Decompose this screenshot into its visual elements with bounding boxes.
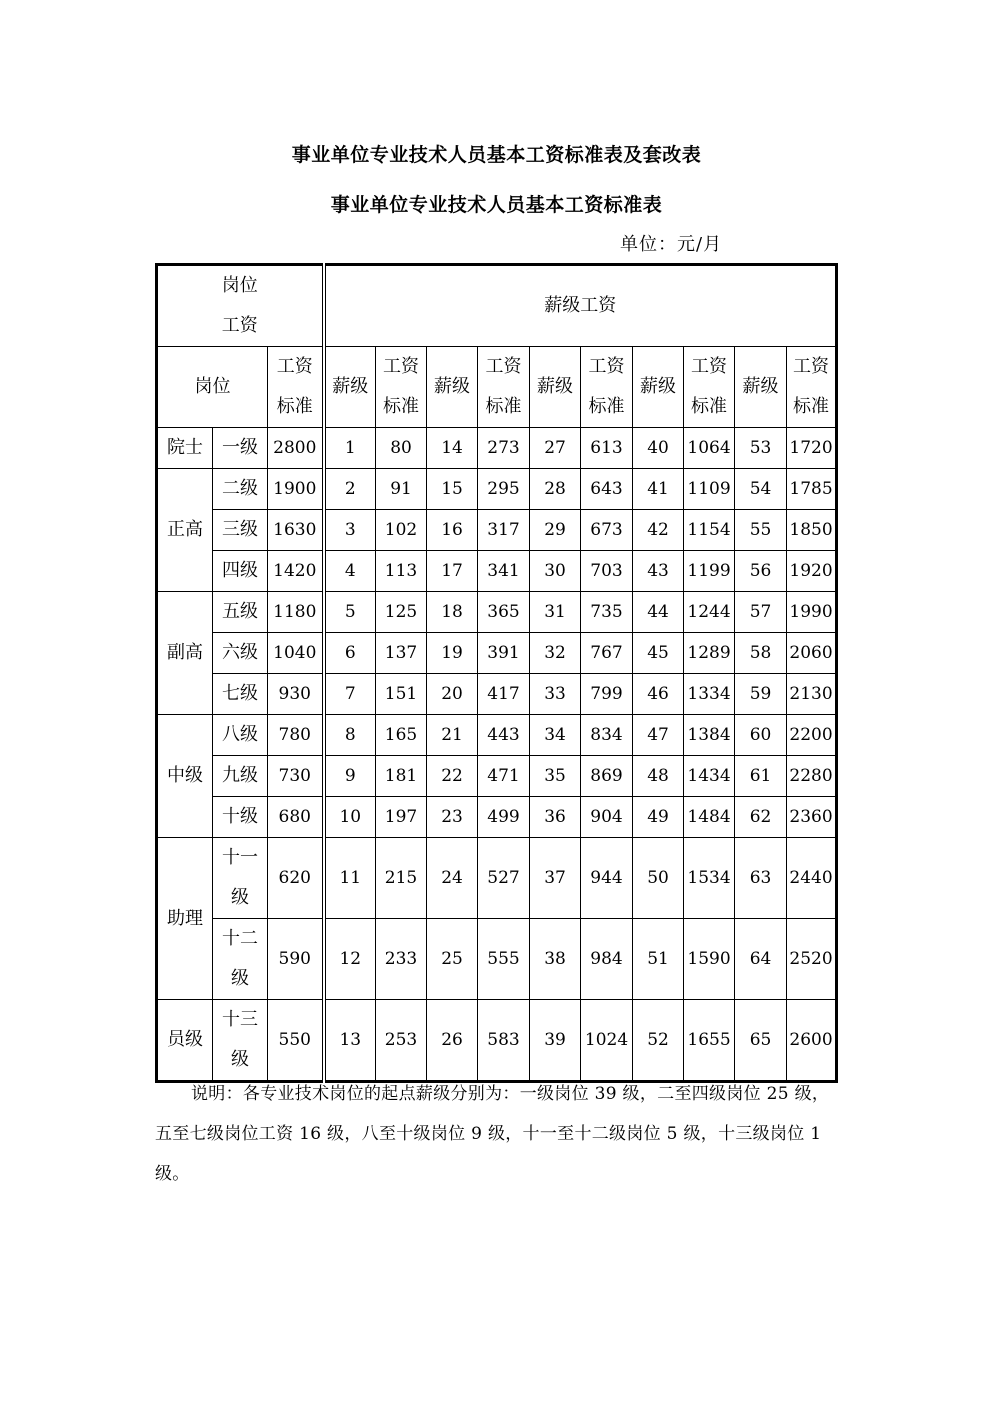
post-wage: 730 (268, 756, 324, 797)
grade-wage: 2520 (787, 919, 837, 1000)
wage-standard-header (684, 347, 735, 428)
grade-wage: 137 (376, 633, 427, 674)
grade-wage: 1154 (684, 510, 735, 551)
post-level (213, 838, 268, 919)
grade-wage: 391 (478, 633, 530, 674)
grade-wage: 1334 (684, 674, 735, 715)
salary-grade: 39 (530, 1000, 581, 1082)
grade-wage: 125 (376, 592, 427, 633)
post-level: 四级 (213, 551, 268, 592)
salary-grade: 7 (324, 674, 376, 715)
grade-wage: 365 (478, 592, 530, 633)
salary-grade: 49 (633, 797, 684, 838)
grade-wage: 1109 (684, 469, 735, 510)
salary-grade: 14 (427, 428, 478, 469)
table-row (157, 633, 837, 674)
grade-wage: 2280 (787, 756, 837, 797)
salary-grade: 63 (735, 838, 787, 919)
grade-wage: 527 (478, 838, 530, 919)
salary-grade: 13 (324, 1000, 376, 1082)
post-level: 三级 (213, 510, 268, 551)
salary-grade: 60 (735, 715, 787, 756)
note-text: 说明：各专业技术岗位的起点薪级分别为：一级岗位 39 级，二至四级岗位 25 级，五至七级岗位工资 16 级，八至十级岗位 9 级，十一至十二级岗位 5 级，十三级岗位 1 级。 (155, 1084, 830, 1184)
grade-wage: 151 (376, 674, 427, 715)
salary-grade: 20 (427, 674, 478, 715)
header-line: 工资 (485, 356, 522, 377)
grade-wage: 1534 (684, 838, 735, 919)
document-title: 事业单位专业技术人员基本工资标准表及套改表 (291, 144, 702, 166)
header-line: 标准 (276, 396, 313, 417)
salary-grade: 65 (735, 1000, 787, 1082)
grade-wage: 471 (478, 756, 530, 797)
grade-wage: 1064 (684, 428, 735, 469)
salary-grade: 23 (427, 797, 478, 838)
table-row (157, 756, 837, 797)
table-row (157, 674, 837, 715)
grade-wage: 80 (376, 428, 427, 469)
header-line: 标准 (485, 396, 522, 417)
grade-wage: 1655 (684, 1000, 735, 1082)
post-level-line: 级 (231, 968, 249, 989)
header-line: 标准 (588, 396, 625, 417)
grade-wage: 499 (478, 797, 530, 838)
grade-wage: 197 (376, 797, 427, 838)
grade-wage: 102 (376, 510, 427, 551)
grade-wage: 904 (581, 797, 633, 838)
salary-grade: 42 (633, 510, 684, 551)
header-line: 标准 (383, 396, 420, 417)
grade-wage: 1720 (787, 428, 837, 469)
table-row (157, 428, 837, 469)
grade-wage: 1199 (684, 551, 735, 592)
salary-grade: 8 (324, 715, 376, 756)
salary-grade: 6 (324, 633, 376, 674)
corner-header-post: 岗位 (221, 275, 258, 296)
post-level: 九级 (213, 756, 268, 797)
salary-grade: 37 (530, 838, 581, 919)
post-category: 中级 (157, 715, 213, 838)
grade-wage: 583 (478, 1000, 530, 1082)
salary-grade: 62 (735, 797, 787, 838)
salary-grade: 1 (324, 428, 376, 469)
grade-wage: 767 (581, 633, 633, 674)
post-wage: 590 (268, 919, 324, 1000)
grade-wage: 613 (581, 428, 633, 469)
salary-grade: 61 (735, 756, 787, 797)
salary-grade: 3 (324, 510, 376, 551)
post-header: 岗位 (157, 347, 268, 428)
grade-wage: 417 (478, 674, 530, 715)
grade-wage: 1590 (684, 919, 735, 1000)
post-wage: 1900 (268, 469, 324, 510)
table-row (157, 797, 837, 838)
grade-wage: 2130 (787, 674, 837, 715)
grade-wage: 1785 (787, 469, 837, 510)
post-level: 六级 (213, 633, 268, 674)
grade-wage: 1024 (581, 1000, 633, 1082)
salary-table (155, 263, 838, 1083)
grade-wage: 984 (581, 919, 633, 1000)
wage-standard-header (581, 347, 633, 428)
post-level-line: 级 (231, 1049, 249, 1070)
post-level: 七级 (213, 674, 268, 715)
salary-grade: 30 (530, 551, 581, 592)
salary-grade: 41 (633, 469, 684, 510)
salary-grade: 5 (324, 592, 376, 633)
grade-wage: 181 (376, 756, 427, 797)
salary-grade: 25 (427, 919, 478, 1000)
grade-header: 薪级 (427, 347, 478, 428)
grade-wage: 1920 (787, 551, 837, 592)
post-category: 助理 (157, 838, 213, 1000)
grade-wage: 2200 (787, 715, 837, 756)
table-row (157, 838, 837, 919)
salary-grade: 50 (633, 838, 684, 919)
salary-grade: 28 (530, 469, 581, 510)
salary-grade: 52 (633, 1000, 684, 1082)
table-row (157, 715, 837, 756)
post-category: 员级 (157, 1000, 213, 1082)
post-level-line: 十三 (222, 1009, 258, 1030)
salary-grade: 55 (735, 510, 787, 551)
grade-wage: 673 (581, 510, 633, 551)
grade-wage: 555 (478, 919, 530, 1000)
grade-wage: 295 (478, 469, 530, 510)
grade-wage: 233 (376, 919, 427, 1000)
salary-grade: 35 (530, 756, 581, 797)
salary-grade: 48 (633, 756, 684, 797)
grade-wage: 869 (581, 756, 633, 797)
grade-wage: 643 (581, 469, 633, 510)
salary-grade: 46 (633, 674, 684, 715)
salary-grade: 18 (427, 592, 478, 633)
salary-grade: 33 (530, 674, 581, 715)
post-level: 一级 (213, 428, 268, 469)
post-wage: 2800 (268, 428, 324, 469)
wage-standard-header (478, 347, 530, 428)
grade-wage: 165 (376, 715, 427, 756)
grade-wage: 735 (581, 592, 633, 633)
grade-wage: 1244 (684, 592, 735, 633)
header-line: 工资 (588, 356, 625, 377)
salary-grade: 22 (427, 756, 478, 797)
salary-grade: 17 (427, 551, 478, 592)
salary-grade: 11 (324, 838, 376, 919)
salary-grade: 54 (735, 469, 787, 510)
salary-grade: 19 (427, 633, 478, 674)
grade-wage: 113 (376, 551, 427, 592)
table-row (157, 551, 837, 592)
grade-wage: 944 (581, 838, 633, 919)
grade-wage: 1484 (684, 797, 735, 838)
post-level-line: 十二 (222, 928, 258, 949)
post-wage: 620 (268, 838, 324, 919)
post-wage-standard-header (268, 347, 324, 428)
salary-grade: 27 (530, 428, 581, 469)
salary-grade: 9 (324, 756, 376, 797)
post-wage: 1420 (268, 551, 324, 592)
corner-header-wage: 工资 (221, 315, 258, 336)
post-level (213, 919, 268, 1000)
grade-wage: 1434 (684, 756, 735, 797)
salary-grade: 21 (427, 715, 478, 756)
salary-grade: 24 (427, 838, 478, 919)
salary-grade: 4 (324, 551, 376, 592)
header-line: 工资 (793, 356, 830, 377)
grade-wage: 1850 (787, 510, 837, 551)
post-level: 八级 (213, 715, 268, 756)
salary-grade: 10 (324, 797, 376, 838)
grade-wage: 273 (478, 428, 530, 469)
header-line: 工资 (691, 356, 728, 377)
grade-wage: 91 (376, 469, 427, 510)
grade-header: 薪级 (530, 347, 581, 428)
header-line: 标准 (793, 396, 830, 417)
post-level: 五级 (213, 592, 268, 633)
salary-grade: 58 (735, 633, 787, 674)
salary-grade: 44 (633, 592, 684, 633)
grade-header: 薪级 (324, 347, 376, 428)
salary-grade: 36 (530, 797, 581, 838)
grade-wage: 443 (478, 715, 530, 756)
salary-grade-wage-header: 薪级工资 (324, 265, 837, 347)
corner-header (157, 265, 324, 347)
post-wage: 1040 (268, 633, 324, 674)
unit-label: 单位：元/月 (620, 234, 723, 255)
grade-wage: 703 (581, 551, 633, 592)
post-category: 副高 (157, 592, 213, 715)
salary-grade: 32 (530, 633, 581, 674)
post-level-line: 级 (231, 887, 249, 908)
salary-grade: 15 (427, 469, 478, 510)
table-row (157, 469, 837, 510)
post-wage: 930 (268, 674, 324, 715)
grade-wage: 2600 (787, 1000, 837, 1082)
salary-grade: 43 (633, 551, 684, 592)
salary-grade: 38 (530, 919, 581, 1000)
table-title: 事业单位专业技术人员基本工资标准表 (330, 194, 663, 216)
grade-wage: 2360 (787, 797, 837, 838)
post-level-line: 十一 (222, 847, 258, 868)
table-row (157, 1000, 837, 1082)
grade-wage: 1990 (787, 592, 837, 633)
salary-grade: 34 (530, 715, 581, 756)
post-wage: 550 (268, 1000, 324, 1082)
salary-grade: 16 (427, 510, 478, 551)
grade-wage: 341 (478, 551, 530, 592)
post-level: 十级 (213, 797, 268, 838)
post-level (213, 1000, 268, 1082)
grade-wage: 1289 (684, 633, 735, 674)
grade-wage: 1384 (684, 715, 735, 756)
grade-header: 薪级 (735, 347, 787, 428)
salary-grade: 56 (735, 551, 787, 592)
salary-grade: 12 (324, 919, 376, 1000)
grade-wage: 2060 (787, 633, 837, 674)
post-level: 二级 (213, 469, 268, 510)
salary-grade: 26 (427, 1000, 478, 1082)
grade-wage: 799 (581, 674, 633, 715)
wage-standard-header (787, 347, 837, 428)
salary-grade: 31 (530, 592, 581, 633)
post-wage: 1630 (268, 510, 324, 551)
grade-header: 薪级 (633, 347, 684, 428)
post-wage: 1180 (268, 592, 324, 633)
table-row (157, 510, 837, 551)
post-category: 院士 (157, 428, 213, 469)
salary-grade: 51 (633, 919, 684, 1000)
post-wage: 680 (268, 797, 324, 838)
salary-grade: 59 (735, 674, 787, 715)
grade-wage: 253 (376, 1000, 427, 1082)
grade-wage: 317 (478, 510, 530, 551)
header-line: 工资 (276, 356, 313, 377)
wage-standard-header (376, 347, 427, 428)
header-line: 工资 (383, 356, 420, 377)
salary-grade: 2 (324, 469, 376, 510)
table-row (157, 919, 837, 1000)
salary-grade: 57 (735, 592, 787, 633)
salary-grade: 45 (633, 633, 684, 674)
post-wage: 780 (268, 715, 324, 756)
salary-grade: 64 (735, 919, 787, 1000)
post-category: 正高 (157, 469, 213, 592)
grade-wage: 215 (376, 838, 427, 919)
header-line: 标准 (691, 396, 728, 417)
table-row (157, 592, 837, 633)
salary-grade: 40 (633, 428, 684, 469)
salary-grade: 47 (633, 715, 684, 756)
salary-grade: 53 (735, 428, 787, 469)
salary-grade: 29 (530, 510, 581, 551)
grade-wage: 834 (581, 715, 633, 756)
grade-wage: 2440 (787, 838, 837, 919)
